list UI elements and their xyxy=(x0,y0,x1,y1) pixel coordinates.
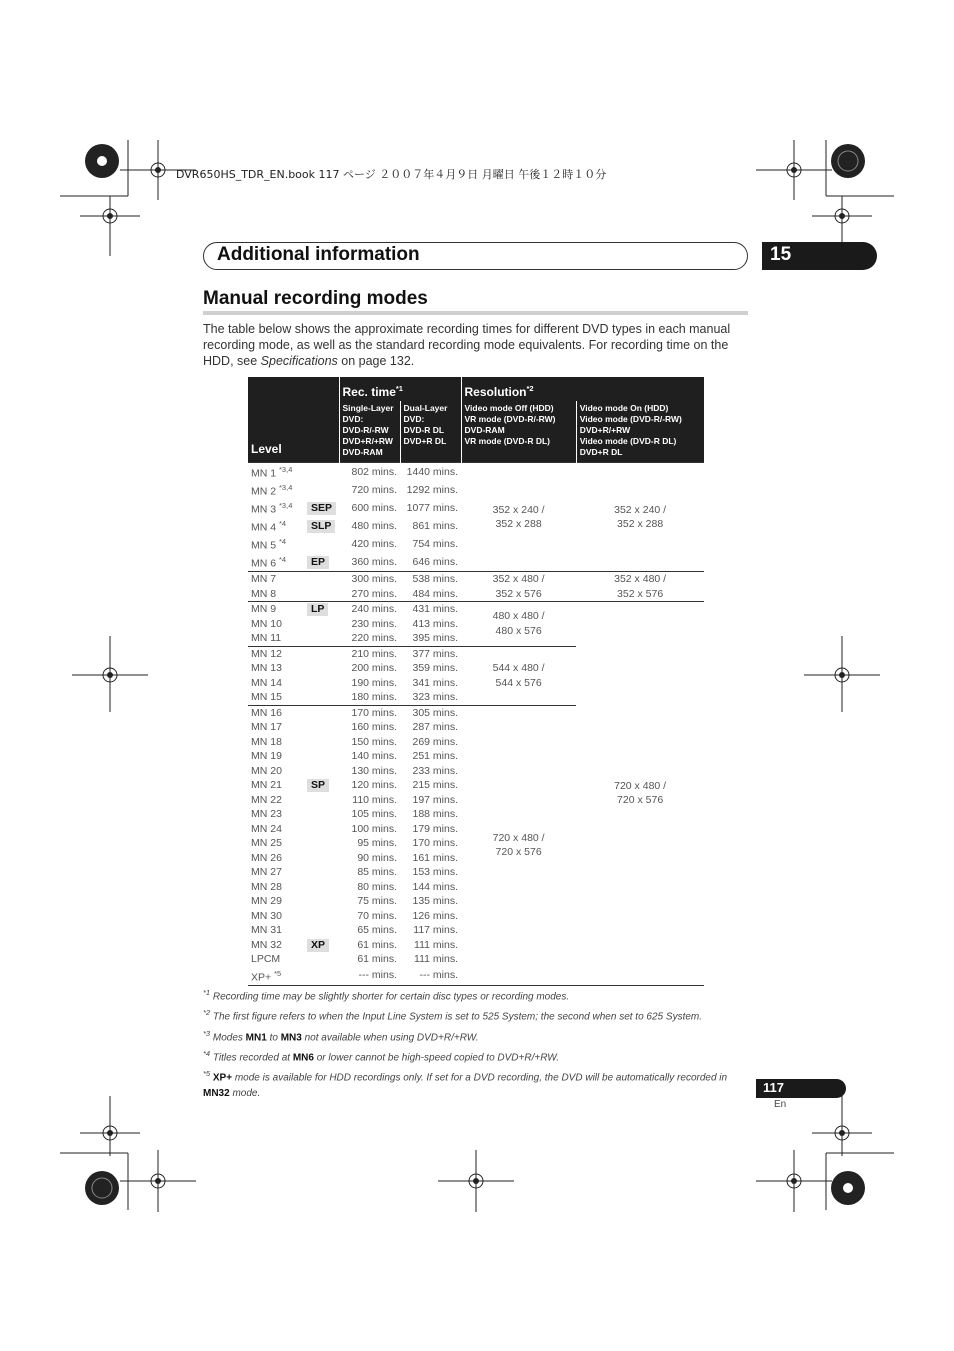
equivalent-mode-cell xyxy=(304,967,339,986)
level-cell: MN 11 xyxy=(251,632,282,644)
header-video-off: Video mode Off (HDD) VR mode (DVD-R/-RW) DVD-RAM VR mode (DVD-R DL) xyxy=(461,401,576,463)
level-cell: MN 26 xyxy=(251,851,282,864)
equivalent-mode-cell xyxy=(304,587,339,602)
single-layer-time: 480 mins. xyxy=(351,519,398,532)
single-layer-time: 75 mins. xyxy=(357,895,398,907)
level-cell: MN 30 xyxy=(251,909,282,922)
level-cell: MN 17 xyxy=(251,721,282,733)
level-cell: MN 6 $^{*4}$ xyxy=(251,555,287,570)
single-layer-time: 95 mins. xyxy=(357,837,398,849)
single-layer-time: 65 mins. xyxy=(357,924,398,936)
single-layer-time: 150 mins. xyxy=(351,735,398,748)
page-number: 117 xyxy=(763,1080,784,1095)
dual-layer-time: 233 mins. xyxy=(412,764,459,777)
level-cell: MN 32 xyxy=(251,938,282,951)
resolution-video-off: 544 x 480 / 544 x 576 xyxy=(461,646,576,705)
dual-layer-time: 431 mins. xyxy=(400,602,461,617)
dual-layer-time: --- mins. xyxy=(400,967,461,986)
single-layer-time: 100 mins. xyxy=(351,822,398,835)
level-cell: MN 2 $^{*3,4}$ xyxy=(251,483,293,498)
level-cell: MN 20 xyxy=(251,764,282,777)
footnote: $^{*1}$ Recording time may be slightly shorter for certain disc types or recording modes. xyxy=(203,988,570,1003)
mode-badge: EP xyxy=(307,556,329,569)
equivalent-mode-cell xyxy=(304,749,339,764)
level-cell: MN 24 xyxy=(251,822,282,835)
level-cell: MN 10 xyxy=(251,617,282,630)
language-code: En xyxy=(774,1099,787,1110)
single-layer-time: 170 mins. xyxy=(339,705,400,720)
level-cell: MN 13 xyxy=(251,662,282,674)
dual-layer-time: 126 mins. xyxy=(412,909,459,922)
header-single-layer: Single-Layer DVD: DVD-R/-RW DVD+R/+RW DVD-RAM xyxy=(339,401,400,463)
single-layer-time: 360 mins. xyxy=(351,555,398,568)
section-divider xyxy=(203,311,748,315)
equivalent-mode-cell xyxy=(304,535,339,553)
equivalent-mode-cell xyxy=(304,909,339,924)
equivalent-mode-cell xyxy=(304,617,339,632)
level-cell: MN 27 xyxy=(251,866,282,878)
equivalent-mode-cell xyxy=(304,553,339,572)
equivalent-mode-cell xyxy=(304,836,339,851)
resolution-video-off: 352 x 240 / 352 x 288 xyxy=(461,463,576,572)
dual-layer-time: 377 mins. xyxy=(400,646,461,661)
dual-layer-time: 153 mins. xyxy=(412,866,459,878)
dual-layer-time: 111 mins. xyxy=(414,938,459,951)
header-resolution: Resolution$^{*2}$ xyxy=(461,377,704,401)
level-cell: MN 25 xyxy=(251,837,282,849)
level-cell: MN 7 xyxy=(248,572,304,587)
level-cell: MN 21 xyxy=(251,779,282,791)
level-cell: MN 28 xyxy=(251,880,282,893)
equivalent-mode-cell xyxy=(304,705,339,720)
single-layer-time: 80 mins. xyxy=(357,880,398,893)
equivalent-mode-cell xyxy=(304,923,339,938)
footnotes xyxy=(203,985,751,1102)
specifications-ref: Specifications xyxy=(260,354,338,368)
section-title: Manual recording modes xyxy=(203,288,428,309)
mode-badge: LP xyxy=(307,603,328,616)
level-cell: LPCM xyxy=(251,953,281,965)
equivalent-mode-cell xyxy=(304,646,339,661)
single-layer-time: 180 mins. xyxy=(351,691,398,703)
level-cell: MN 15 xyxy=(251,691,282,703)
dual-layer-time: 395 mins. xyxy=(412,632,459,644)
single-layer-time: 210 mins. xyxy=(339,646,400,661)
equivalent-mode-cell xyxy=(304,631,339,646)
single-layer-time: 85 mins. xyxy=(357,866,398,878)
single-layer-time: 120 mins. xyxy=(351,779,398,791)
level-cell: MN 31 xyxy=(251,924,282,936)
single-layer-time: 300 mins. xyxy=(339,572,400,587)
level-cell: MN 22 xyxy=(251,793,282,806)
level-cell: MN 14 xyxy=(251,676,282,689)
dual-layer-time: 117 mins. xyxy=(413,924,459,936)
dual-layer-time: 144 mins. xyxy=(412,880,459,893)
equivalent-mode-cell xyxy=(304,676,339,691)
single-layer-time: 600 mins. xyxy=(351,501,398,514)
dual-layer-time: 861 mins. xyxy=(412,519,459,532)
dual-layer-time: 1077 mins. xyxy=(406,501,459,514)
footnote: $^{*3}$ Modes MN1 to MN3 not available when using DVD+R/+RW. xyxy=(203,1028,479,1043)
table-row xyxy=(248,602,704,617)
dual-layer-time: 646 mins. xyxy=(412,555,459,568)
dual-layer-time: 135 mins. xyxy=(412,895,459,907)
header-rec-time: Rec. time$^{*1}$ xyxy=(339,377,461,401)
intro-paragraph: The table below shows the approximate recording times for different DVD types in each manual recording mode, as well as the standard recording mode equivalents. For recording time on the HDD, see Specifications on page 132. xyxy=(203,322,731,368)
recording-modes-table xyxy=(248,377,704,986)
chapter-number: 15 xyxy=(770,244,792,265)
resolution-video-off: 352 x 480 / 352 x 576 xyxy=(461,572,576,602)
equivalent-mode-cell xyxy=(304,793,339,808)
single-layer-time: 160 mins. xyxy=(351,721,398,733)
dual-layer-time: 1440 mins. xyxy=(400,463,461,482)
header-video-on: Video mode On (HDD) Video mode (DVD-R/-RW) DVD+R/+RW Video mode (DVD-R DL) DVD+R DL xyxy=(576,401,704,463)
equivalent-mode-cell xyxy=(304,880,339,895)
single-layer-time: --- mins. xyxy=(339,967,400,986)
dual-layer-time: 1292 mins. xyxy=(406,483,459,496)
dual-layer-time: 323 mins. xyxy=(412,691,459,703)
single-layer-time: 230 mins. xyxy=(351,617,398,630)
single-layer-time: 190 mins. xyxy=(351,676,398,689)
equivalent-mode-cell xyxy=(304,481,339,499)
header-level: Level xyxy=(248,377,339,463)
equivalent-mode-cell xyxy=(304,952,339,967)
dual-layer-time: 188 mins. xyxy=(412,808,459,820)
level-cell: MN 18 xyxy=(251,735,282,748)
single-layer-time: 802 mins. xyxy=(339,463,400,482)
single-layer-time: 110 mins. xyxy=(352,793,398,806)
dual-layer-time: 359 mins. xyxy=(412,662,459,674)
dual-layer-time: 161 mins. xyxy=(412,851,459,864)
equivalent-mode-cell xyxy=(304,720,339,735)
dual-layer-time: 269 mins. xyxy=(412,735,459,748)
level-cell: MN 12 xyxy=(248,646,304,661)
mode-badge: SP xyxy=(307,779,329,792)
equivalent-mode-cell xyxy=(304,894,339,909)
single-layer-time: 240 mins. xyxy=(339,602,400,617)
dual-layer-time: 754 mins. xyxy=(412,537,459,550)
equivalent-mode-cell xyxy=(304,865,339,880)
level-cell: MN 8 xyxy=(251,587,277,600)
single-layer-time: 720 mins. xyxy=(351,483,398,496)
dual-layer-time: 170 mins. xyxy=(412,837,459,849)
level-cell: MN 5 $^{*4}$ xyxy=(251,537,287,552)
book-info-line: DVR650HS_TDR_EN.book 117 ページ ２００７年４月９日 月曜日 午後１２時１０分 xyxy=(176,168,607,181)
table-row xyxy=(248,463,704,482)
equivalent-mode-cell xyxy=(304,938,339,953)
single-layer-time: 200 mins. xyxy=(351,662,398,674)
dual-layer-time: 413 mins. xyxy=(412,617,459,630)
mode-badge: SEP xyxy=(307,502,336,515)
equivalent-mode-cell xyxy=(304,764,339,779)
level-cell: MN 23 xyxy=(251,808,282,820)
level-cell: XP+ $^{*5}$ xyxy=(248,967,304,986)
level-cell: MN 9 xyxy=(248,602,304,617)
level-cell: MN 3 $^{*3,4}$ xyxy=(251,501,293,516)
equivalent-mode-cell xyxy=(304,572,339,587)
level-cell: MN 16 xyxy=(248,705,304,720)
level-cell: MN 19 xyxy=(251,750,282,762)
resolution-video-on: 352 x 480 / 352 x 576 xyxy=(576,572,704,602)
level-cell: MN 29 xyxy=(251,895,282,907)
dual-layer-time: 484 mins. xyxy=(412,587,459,600)
equivalent-mode-cell xyxy=(304,851,339,866)
dual-layer-time: 287 mins. xyxy=(412,721,459,733)
single-layer-time: 130 mins. xyxy=(351,764,398,777)
footnote: $^{*5}$ XP+ mode is available for HDD recordings only. If set for a DVD recording, the DVD will be automatically recorded in MN32 mode. xyxy=(203,1069,728,1099)
dual-layer-time: 197 mins. xyxy=(412,793,459,806)
dual-layer-time: 341 mins. xyxy=(412,676,459,689)
resolution-video-on: 720 x 480 / 720 x 576 xyxy=(576,602,704,986)
page-number-box xyxy=(756,1079,846,1098)
footnote: $^{*4}$ Titles recorded at MN6 or lower cannot be high-speed copied to DVD+R/+RW. xyxy=(203,1048,560,1064)
equivalent-mode-cell xyxy=(304,822,339,837)
single-layer-time: 270 mins. xyxy=(351,587,398,600)
single-layer-time: 105 mins. xyxy=(351,808,398,820)
dual-layer-time: 251 mins. xyxy=(412,750,459,762)
equivalent-mode-cell xyxy=(304,602,339,617)
level-cell: MN 4 $^{*4}$ xyxy=(251,519,287,534)
equivalent-mode-cell xyxy=(304,690,339,705)
single-layer-time: 220 mins. xyxy=(351,632,398,644)
mode-badge: XP xyxy=(307,939,329,952)
dual-layer-time: 111 mins. xyxy=(414,953,459,965)
table-row xyxy=(248,572,704,587)
level-cell: MN 1 $^{*3,4}$ xyxy=(248,463,304,482)
dual-layer-time: 179 mins. xyxy=(412,822,459,835)
equivalent-mode-cell xyxy=(304,661,339,676)
dual-layer-time: 538 mins. xyxy=(400,572,461,587)
mode-badge: SLP xyxy=(307,520,335,533)
equivalent-mode-cell xyxy=(304,463,339,482)
header-dual-layer: Dual-Layer DVD: DVD-R DL DVD+R DL xyxy=(400,401,461,463)
chapter-title: Additional information xyxy=(217,244,420,265)
single-layer-time: 420 mins. xyxy=(351,537,398,550)
single-layer-time: 61 mins. xyxy=(357,938,398,951)
resolution-video-off: 720 x 480 / 720 x 576 xyxy=(461,705,576,985)
table-body xyxy=(248,463,704,986)
single-layer-time: 70 mins. xyxy=(357,909,398,922)
dual-layer-time: 215 mins. xyxy=(412,779,459,791)
resolution-video-on: 352 x 240 / 352 x 288 xyxy=(576,463,704,572)
equivalent-mode-cell xyxy=(304,735,339,750)
single-layer-time: 140 mins. xyxy=(351,750,398,762)
single-layer-time: 61 mins. xyxy=(357,953,398,965)
equivalent-mode-cell xyxy=(304,807,339,822)
equivalent-mode-cell xyxy=(304,517,339,535)
equivalent-mode-cell xyxy=(304,778,339,793)
equivalent-mode-cell xyxy=(304,499,339,517)
resolution-video-off: 480 x 480 / 480 x 576 xyxy=(461,602,576,647)
single-layer-time: 90 mins. xyxy=(357,851,398,864)
chapter-number-box xyxy=(762,242,877,270)
dual-layer-time: 305 mins. xyxy=(400,705,461,720)
footnote: $^{*2}$ The first figure refers to when the Input Line System is set to 525 System; the second when set to 625 System. xyxy=(203,1008,703,1023)
